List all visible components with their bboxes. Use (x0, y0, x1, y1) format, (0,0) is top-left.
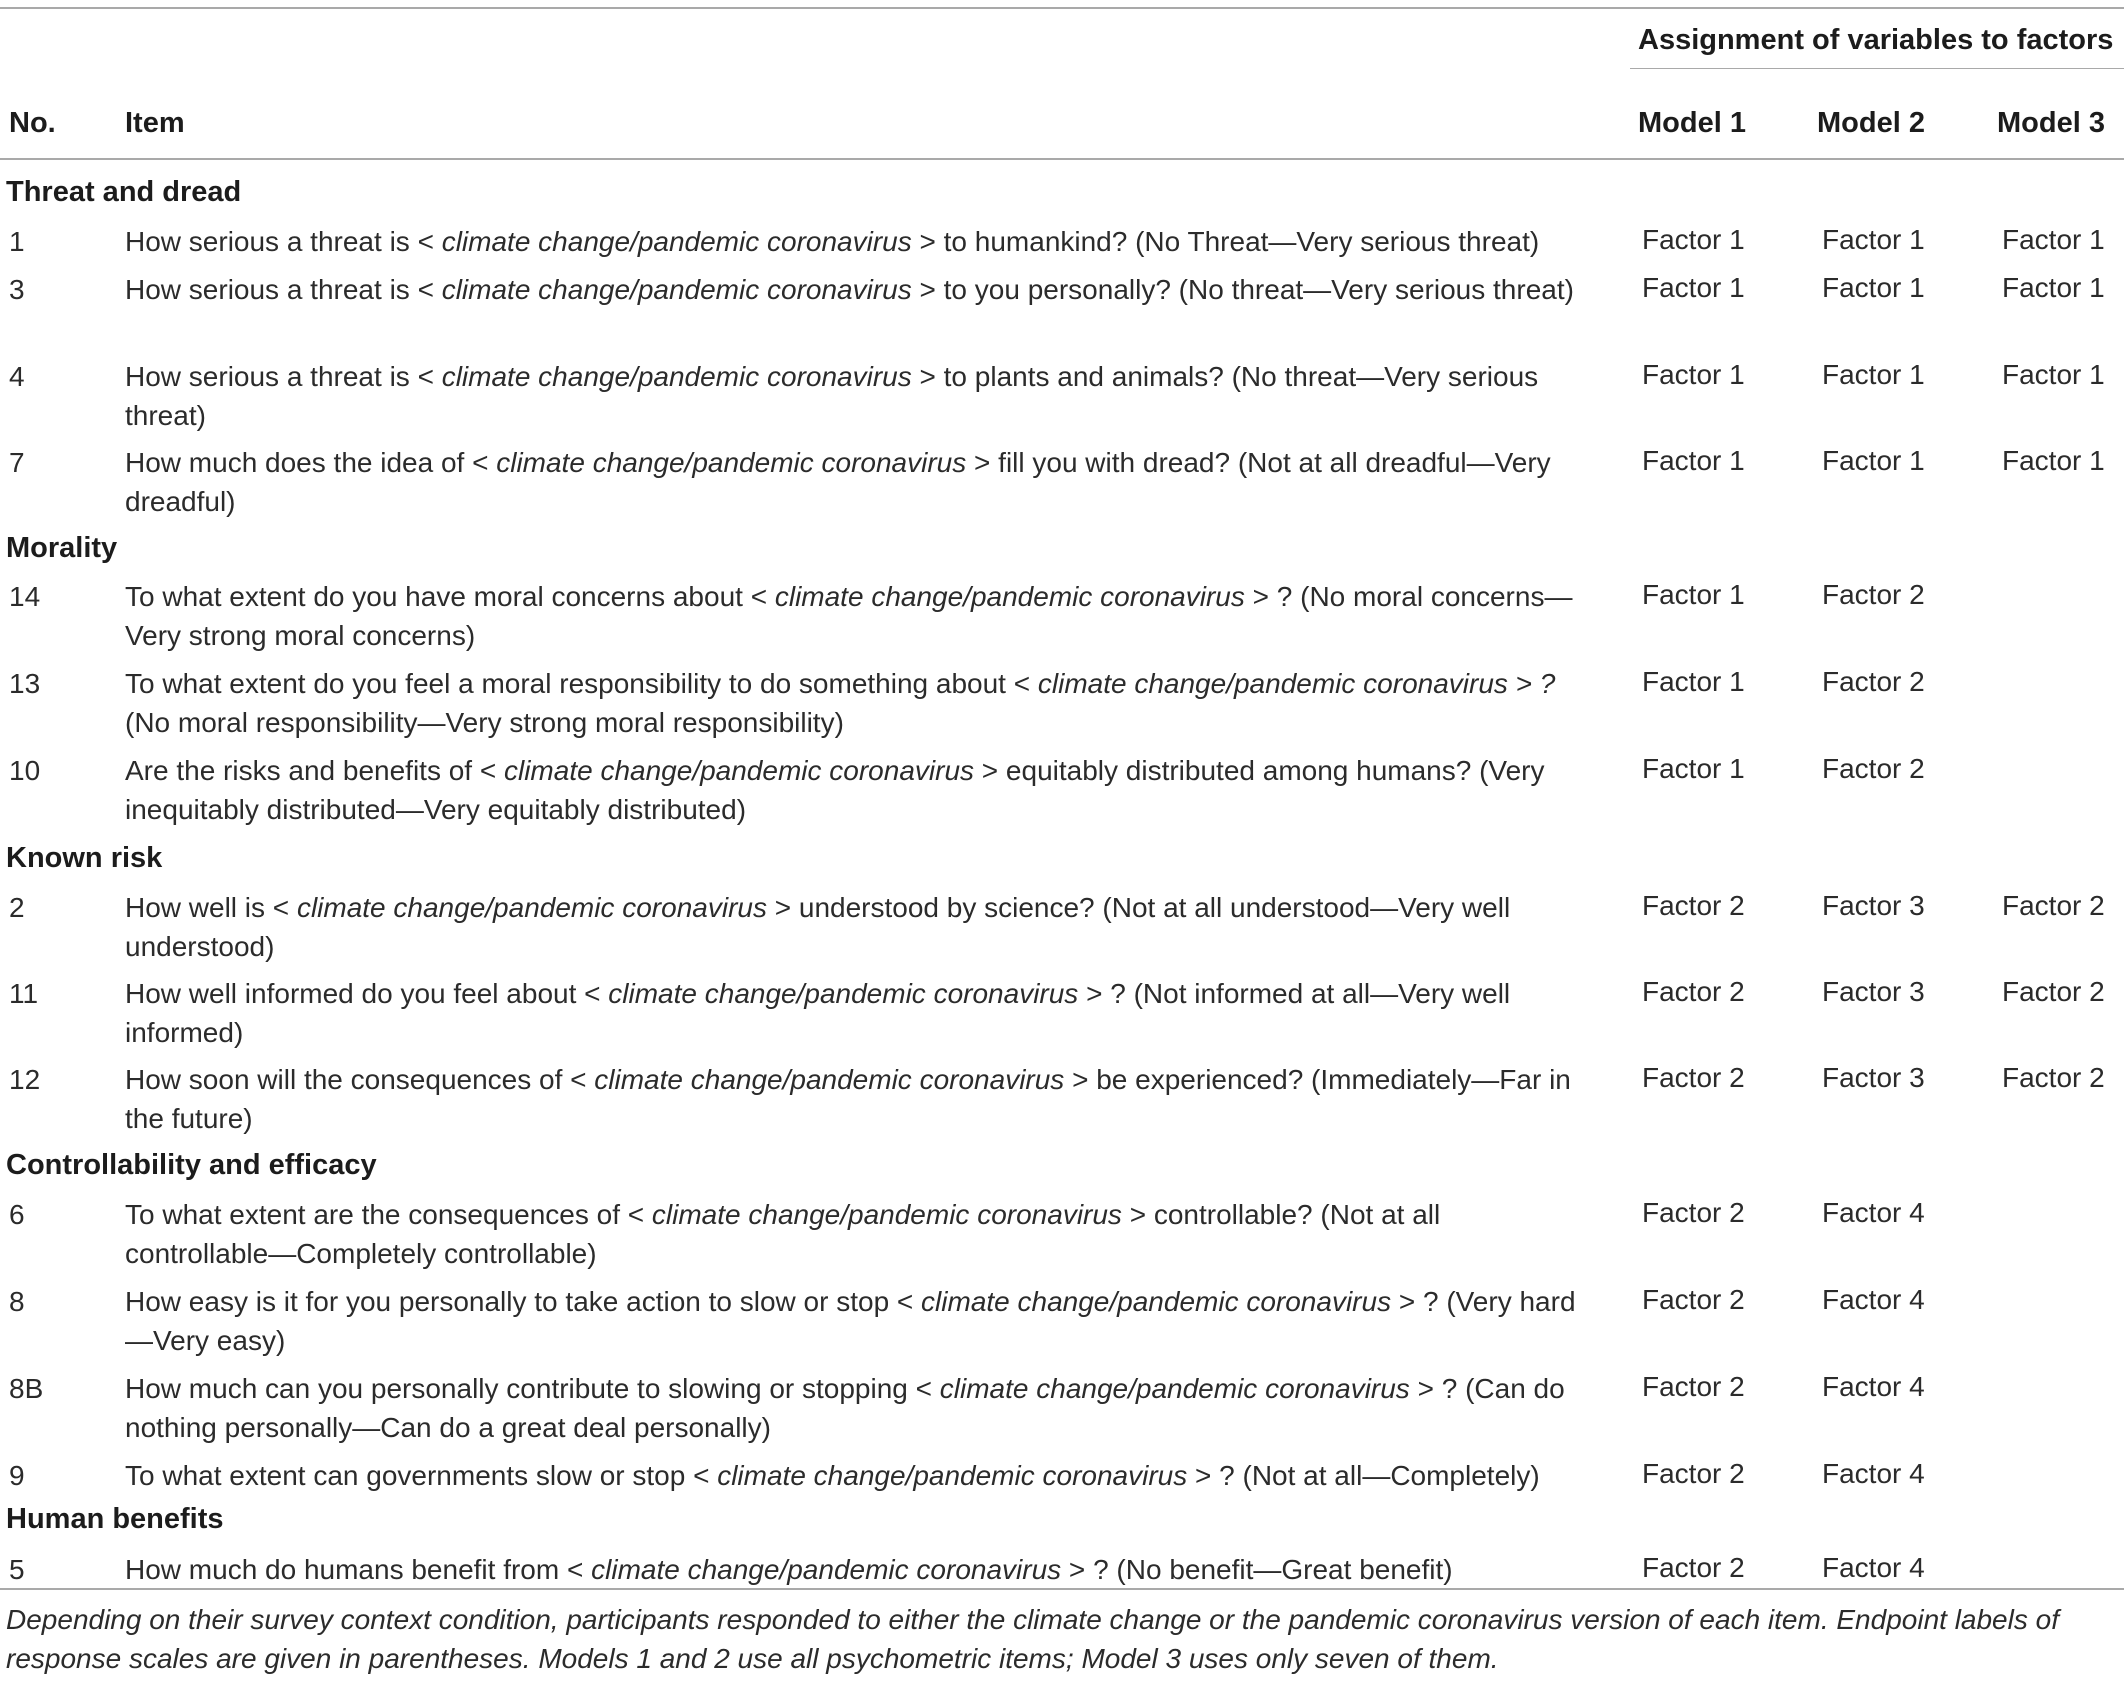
item-text-lead: How much do humans benefit from < (125, 1554, 592, 1585)
model1-factor: Factor 2 (1642, 1197, 1745, 1228)
table-footnote: Depending on their survey context condition, participants responded to either the climate change or the pandemic coronavirus version of each item. Endpoint labels of response scales are given in parentheses. Models 1 and 2 use all psychometric items; Model 3 uses only seven of them. (6, 1604, 2059, 1674)
item-text-lead: To what extent do you have moral concerns about < (125, 581, 775, 612)
item-number: 4 (9, 361, 25, 392)
model3-factor: Factor 1 (2002, 359, 2105, 390)
item-number: 14 (9, 581, 41, 612)
item-text (125, 1195, 1585, 1273)
item-text (125, 1550, 1585, 1589)
item-text (125, 1369, 1585, 1447)
item-text (125, 1282, 1585, 1360)
item-text-tail: > ? (Can do nothing personally—Can do a great deal personally) (125, 1373, 1565, 1443)
model3-factor: Factor 1 (2002, 272, 2105, 303)
item-number: 7 (9, 447, 25, 478)
item-text-lead: To what extent are the consequences of < (125, 1199, 652, 1230)
header-col-item: Item (125, 107, 185, 139)
item-number: 5 (9, 1554, 25, 1585)
model2-factor: Factor 4 (1822, 1197, 1925, 1228)
item-topic: climate change/pandemic coronavirus (939, 1373, 1410, 1404)
model2-factor: Factor 4 (1822, 1284, 1925, 1315)
item-text-tail: > understood by science? (Not at all understood—Very well understood) (125, 892, 1511, 962)
model2-factor: Factor 2 (1822, 753, 1925, 784)
item-text-tail: > controllable? (Not at all controllable—Completely controllable) (125, 1199, 1441, 1269)
model2-factor: Factor 3 (1822, 1062, 1925, 1093)
model3-factor: Factor 1 (2002, 224, 2105, 255)
model1-factor: Factor 1 (1642, 445, 1745, 476)
model2-factor: Factor 1 (1822, 445, 1925, 476)
item-text-lead: How easy is it for you personally to take action to slow or stop < (125, 1286, 922, 1317)
model1-factor: Factor 1 (1642, 359, 1745, 390)
item-number: 8 (9, 1286, 25, 1317)
item-number: 1 (9, 226, 25, 257)
model3-factor: Factor 2 (2002, 976, 2105, 1007)
header-group-rule (1630, 68, 2124, 69)
header-bottom-rule (0, 158, 2124, 160)
item-number: 6 (9, 1199, 25, 1230)
item-topic: climate change/pandemic coronavirus (503, 755, 975, 786)
item-text-lead: To what extent do you feel a moral responsibility to do something about < (125, 668, 1038, 699)
item-text-tail: > be experienced? (Immediately—Far in the future) (125, 1064, 1571, 1134)
item-text-tail: > ? (No moral concerns—Very strong moral concerns) (125, 581, 1573, 651)
item-text-lead: To what extent can governments slow or stop < (125, 1460, 718, 1491)
item-text (125, 270, 1585, 309)
item-number: 11 (9, 978, 39, 1009)
model1-factor: Factor 2 (1642, 1284, 1745, 1315)
model3-factor: Factor 2 (2002, 1062, 2105, 1093)
item-topic: climate change/pandemic coronavirus (717, 1460, 1188, 1491)
model2-factor: Factor 3 (1822, 976, 1925, 1007)
item-text (125, 577, 1585, 655)
model2-factor: Factor 2 (1822, 579, 1925, 610)
model1-factor: Factor 2 (1642, 1062, 1745, 1093)
model1-factor: Factor 1 (1642, 666, 1745, 697)
item-number: 13 (9, 668, 41, 699)
model2-factor: Factor 3 (1822, 890, 1925, 921)
item-text-lead: How serious a threat is < (125, 274, 442, 305)
item-topic: climate change/pandemic coronavirus (496, 447, 967, 478)
item-topic: climate change/pandemic coronavirus (441, 226, 912, 257)
model2-factor: Factor 1 (1822, 224, 1925, 255)
model1-factor: Factor 1 (1642, 272, 1745, 303)
item-text-tail: > ? (No benefit—Great benefit) (1061, 1554, 1453, 1585)
item-number: 8B (9, 1373, 44, 1404)
model3-factor: Factor 2 (2002, 890, 2105, 921)
item-number: 10 (9, 755, 41, 786)
header-group-title: Assignment of variables to factors (1638, 24, 2114, 56)
header-col-model2: Model 2 (1817, 107, 1925, 139)
table-top-rule (0, 7, 2124, 9)
header-col-model3: Model 3 (1997, 107, 2105, 139)
item-number: 2 (9, 892, 25, 923)
item-text-lead: How much can you personally contribute to slowing or stopping < (125, 1373, 940, 1404)
item-text-tail: > fill you with dread? (Not at all dreadful—Very dreadful) (125, 447, 1551, 517)
section-title: Controllability and efficacy (6, 1149, 377, 1181)
section-title: Threat and dread (6, 176, 242, 208)
item-text-tail: > to plants and animals? (No threat—Very serious threat) (125, 361, 1539, 431)
item-text-tail: > ? (Not at all—Completely) (1187, 1460, 1540, 1491)
model2-factor: Factor 4 (1822, 1458, 1925, 1489)
model1-factor: Factor 2 (1642, 890, 1745, 921)
item-text-lead: How soon will the consequences of < (125, 1064, 595, 1095)
model1-factor: Factor 2 (1642, 1371, 1745, 1402)
model2-factor: Factor 1 (1822, 359, 1925, 390)
item-text-tail: (No moral responsibility—Very strong moral responsibility) (125, 707, 844, 738)
item-topic: climate change/pandemic coronavirus (921, 1286, 1392, 1317)
item-topic: climate change/pandemic coronavirus (651, 1199, 1122, 1230)
table-bottom-rule (0, 1588, 2124, 1590)
header-col-model1: Model 1 (1638, 107, 1746, 139)
model1-factor: Factor 2 (1642, 976, 1745, 1007)
item-topic: climate change/pandemic coronavirus (608, 978, 1079, 1009)
item-text-lead: How well informed do you feel about < (125, 978, 609, 1009)
item-text (125, 1456, 1585, 1495)
item-topic: climate change/pandemic coronavirus (591, 1554, 1062, 1585)
item-text-lead: How serious a threat is < (125, 226, 442, 257)
item-topic: climate change/pandemic coronavirus (594, 1064, 1065, 1095)
section-title: Morality (6, 532, 118, 564)
item-number: 3 (9, 274, 25, 305)
model1-factor: Factor 1 (1642, 224, 1745, 255)
item-text-lead: Are the risks and benefits of < (125, 755, 504, 786)
item-text-lead: How serious a threat is < (125, 361, 442, 392)
item-number: 12 (9, 1064, 41, 1095)
item-text (125, 357, 1585, 435)
model2-factor: Factor 1 (1822, 272, 1925, 303)
item-text-tail: > equitably distributed among humans? (Very inequitably distributed—Very equitably distributed) (125, 755, 1545, 825)
item-topic: climate change/pandemic coronavirus (441, 361, 912, 392)
item-topic: climate change/pandemic coronavirus > ? (1037, 668, 1556, 699)
item-text-tail: > ? (Not informed at all—Very well informed) (125, 978, 1511, 1048)
item-text (125, 1060, 1585, 1138)
item-text (125, 664, 1585, 742)
model2-factor: Factor 4 (1822, 1552, 1925, 1583)
item-topic: climate change/pandemic coronavirus (296, 892, 767, 923)
item-text-tail: > to you personally? (No threat—Very serious threat) (911, 274, 1574, 305)
item-text (125, 888, 1585, 966)
item-text (125, 443, 1585, 521)
section-title: Human benefits (6, 1503, 224, 1535)
item-text (125, 974, 1585, 1052)
item-text (125, 751, 1585, 829)
model1-factor: Factor 1 (1642, 579, 1745, 610)
header-col-no: No. (9, 107, 56, 139)
item-text-lead: How much does the idea of < (125, 447, 497, 478)
model2-factor: Factor 2 (1822, 666, 1925, 697)
model3-factor: Factor 1 (2002, 445, 2105, 476)
section-title: Known risk (6, 842, 163, 874)
item-topic: climate change/pandemic coronavirus (774, 581, 1245, 612)
model1-factor: Factor 1 (1642, 753, 1745, 784)
item-text (125, 222, 1585, 261)
item-text-tail: > ? (Very hard—Very easy) (125, 1286, 1576, 1356)
item-topic: climate change/pandemic coronavirus (441, 274, 912, 305)
item-text-tail: > to humankind? (No Threat—Very serious threat) (911, 226, 1540, 257)
model1-factor: Factor 2 (1642, 1552, 1745, 1583)
item-text-lead: How well is < (125, 892, 297, 923)
item-number: 9 (9, 1460, 25, 1491)
model1-factor: Factor 2 (1642, 1458, 1745, 1489)
model2-factor: Factor 4 (1822, 1371, 1925, 1402)
